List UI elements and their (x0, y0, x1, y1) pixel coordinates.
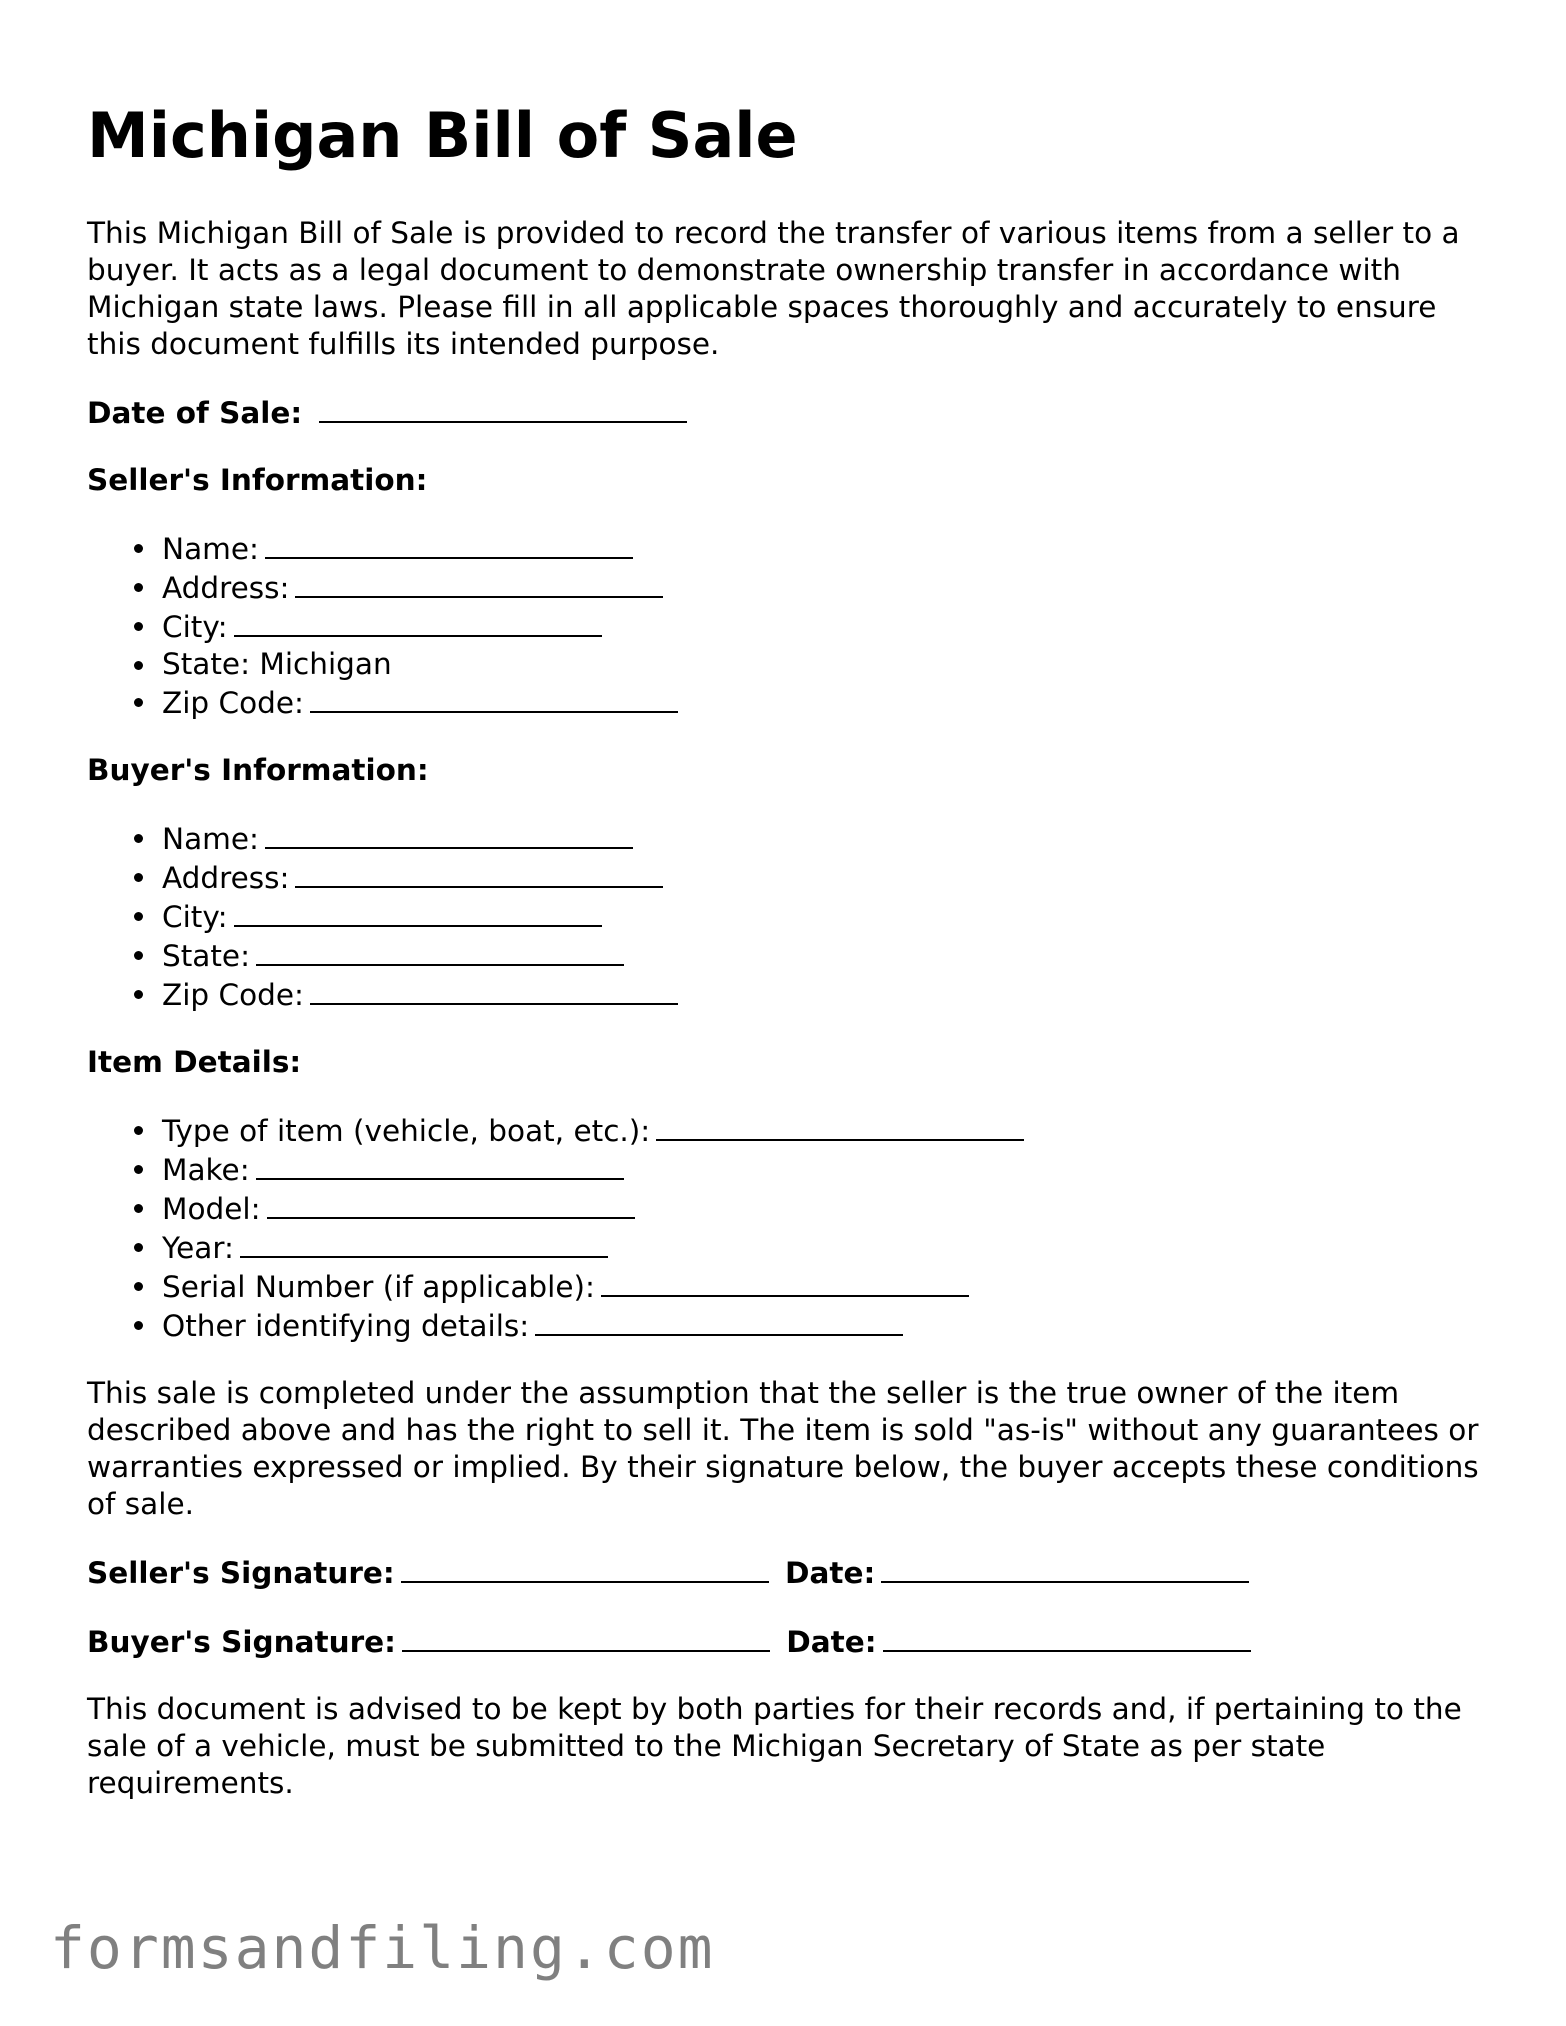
buyer-city-label: City: (162, 900, 228, 935)
list-item (162, 936, 1487, 975)
buyer-address-blank[interactable] (295, 858, 663, 888)
item-year-label: Year: (162, 1231, 234, 1266)
watermark: formsandfiling.com (50, 1914, 715, 1982)
item-serial-label: Serial Number (if applicable): (162, 1270, 595, 1305)
item-other-label: Other identifying details: (162, 1309, 530, 1344)
buyer-zip-blank[interactable] (310, 975, 678, 1005)
list-item (162, 529, 1487, 568)
list-item (162, 646, 1487, 683)
buyer-date-label: Date: (786, 1625, 877, 1660)
seller-city-label: City: (162, 610, 228, 645)
item-details-heading: Item Details: (87, 1045, 302, 1080)
list-item (162, 1228, 1487, 1267)
buyer-state-blank[interactable] (256, 936, 624, 966)
list-item (162, 1306, 1487, 1345)
list-item (162, 1189, 1487, 1228)
seller-name-label: Name: (162, 532, 259, 567)
buyer-signature-blank[interactable] (402, 1622, 770, 1652)
seller-zip-label: Zip Code: (162, 686, 304, 721)
seller-address-blank[interactable] (295, 568, 663, 598)
item-year-blank[interactable] (240, 1228, 608, 1258)
seller-info-list (87, 529, 1487, 722)
document-page (87, 100, 1487, 1832)
date-of-sale-label: Date of Sale: (87, 396, 303, 431)
item-make-label: Make: (162, 1153, 250, 1188)
list-item (162, 1267, 1487, 1306)
buyer-signature-row (87, 1622, 1487, 1661)
buyer-heading: Buyer's Information: (87, 753, 429, 788)
list-item (162, 1150, 1487, 1189)
list-item (162, 1111, 1487, 1150)
date-of-sale-field (87, 393, 1487, 432)
closing-paragraph: This document is advised to be kept by both parties for their records and, if pertaining to the sale of a vehicle, must be submitted to the Michigan Secretary of State as per state requirements. (87, 1692, 1462, 1801)
item-model-label: Model: (162, 1192, 261, 1227)
seller-signature-blank[interactable] (401, 1553, 769, 1583)
buyer-date-blank[interactable] (883, 1622, 1251, 1652)
seller-state-text: State: Michigan (162, 647, 392, 682)
seller-zip-blank[interactable] (310, 683, 678, 713)
item-type-blank[interactable] (656, 1111, 1024, 1141)
date-of-sale-blank[interactable] (319, 393, 687, 423)
seller-name-blank[interactable] (265, 529, 633, 559)
list-item (162, 858, 1487, 897)
seller-address-label: Address: (162, 571, 290, 606)
seller-signature-label: Seller's Signature: (87, 1556, 395, 1591)
item-details-list (87, 1111, 1487, 1345)
buyer-signature-label: Buyer's Signature: (87, 1625, 396, 1660)
item-make-blank[interactable] (256, 1150, 624, 1180)
list-item (162, 607, 1487, 646)
item-serial-blank[interactable] (601, 1267, 969, 1297)
conditions-paragraph: This sale is completed under the assumption that the seller is the true owner of the item described above and has the right to sell it. The item is sold "as-is" without any guarantees or warranties expressed or implied. By their signature below, the buyer accepts these conditions of sale. (87, 1376, 1479, 1522)
page-title: Michigan Bill of Sale (87, 99, 798, 172)
seller-date-label: Date: (785, 1556, 876, 1591)
list-item (162, 897, 1487, 936)
item-other-blank[interactable] (535, 1306, 903, 1336)
buyer-address-label: Address: (162, 861, 290, 896)
buyer-info-list (87, 819, 1487, 1014)
buyer-city-blank[interactable] (234, 897, 602, 927)
buyer-zip-label: Zip Code: (162, 978, 304, 1013)
intro-paragraph: This Michigan Bill of Sale is provided to record the transfer of various items from a seller to a buyer. It acts as a legal document to demonstrate ownership transfer in accordance with Michigan state laws. Please fill in all applicable spaces thoroughly and accurately to ensure this document fulfills its intended purpose. (87, 216, 1460, 362)
seller-date-blank[interactable] (881, 1553, 1249, 1583)
list-item (162, 683, 1487, 722)
buyer-name-label: Name: (162, 822, 259, 857)
seller-signature-row (87, 1553, 1487, 1592)
item-type-label: Type of item (vehicle, boat, etc.): (162, 1114, 651, 1149)
seller-heading: Seller's Information: (87, 463, 428, 498)
list-item (162, 819, 1487, 858)
list-item (162, 568, 1487, 607)
buyer-name-blank[interactable] (265, 819, 633, 849)
buyer-state-label: State: (162, 939, 251, 974)
seller-city-blank[interactable] (234, 607, 602, 637)
item-model-blank[interactable] (267, 1189, 635, 1219)
list-item (162, 975, 1487, 1014)
